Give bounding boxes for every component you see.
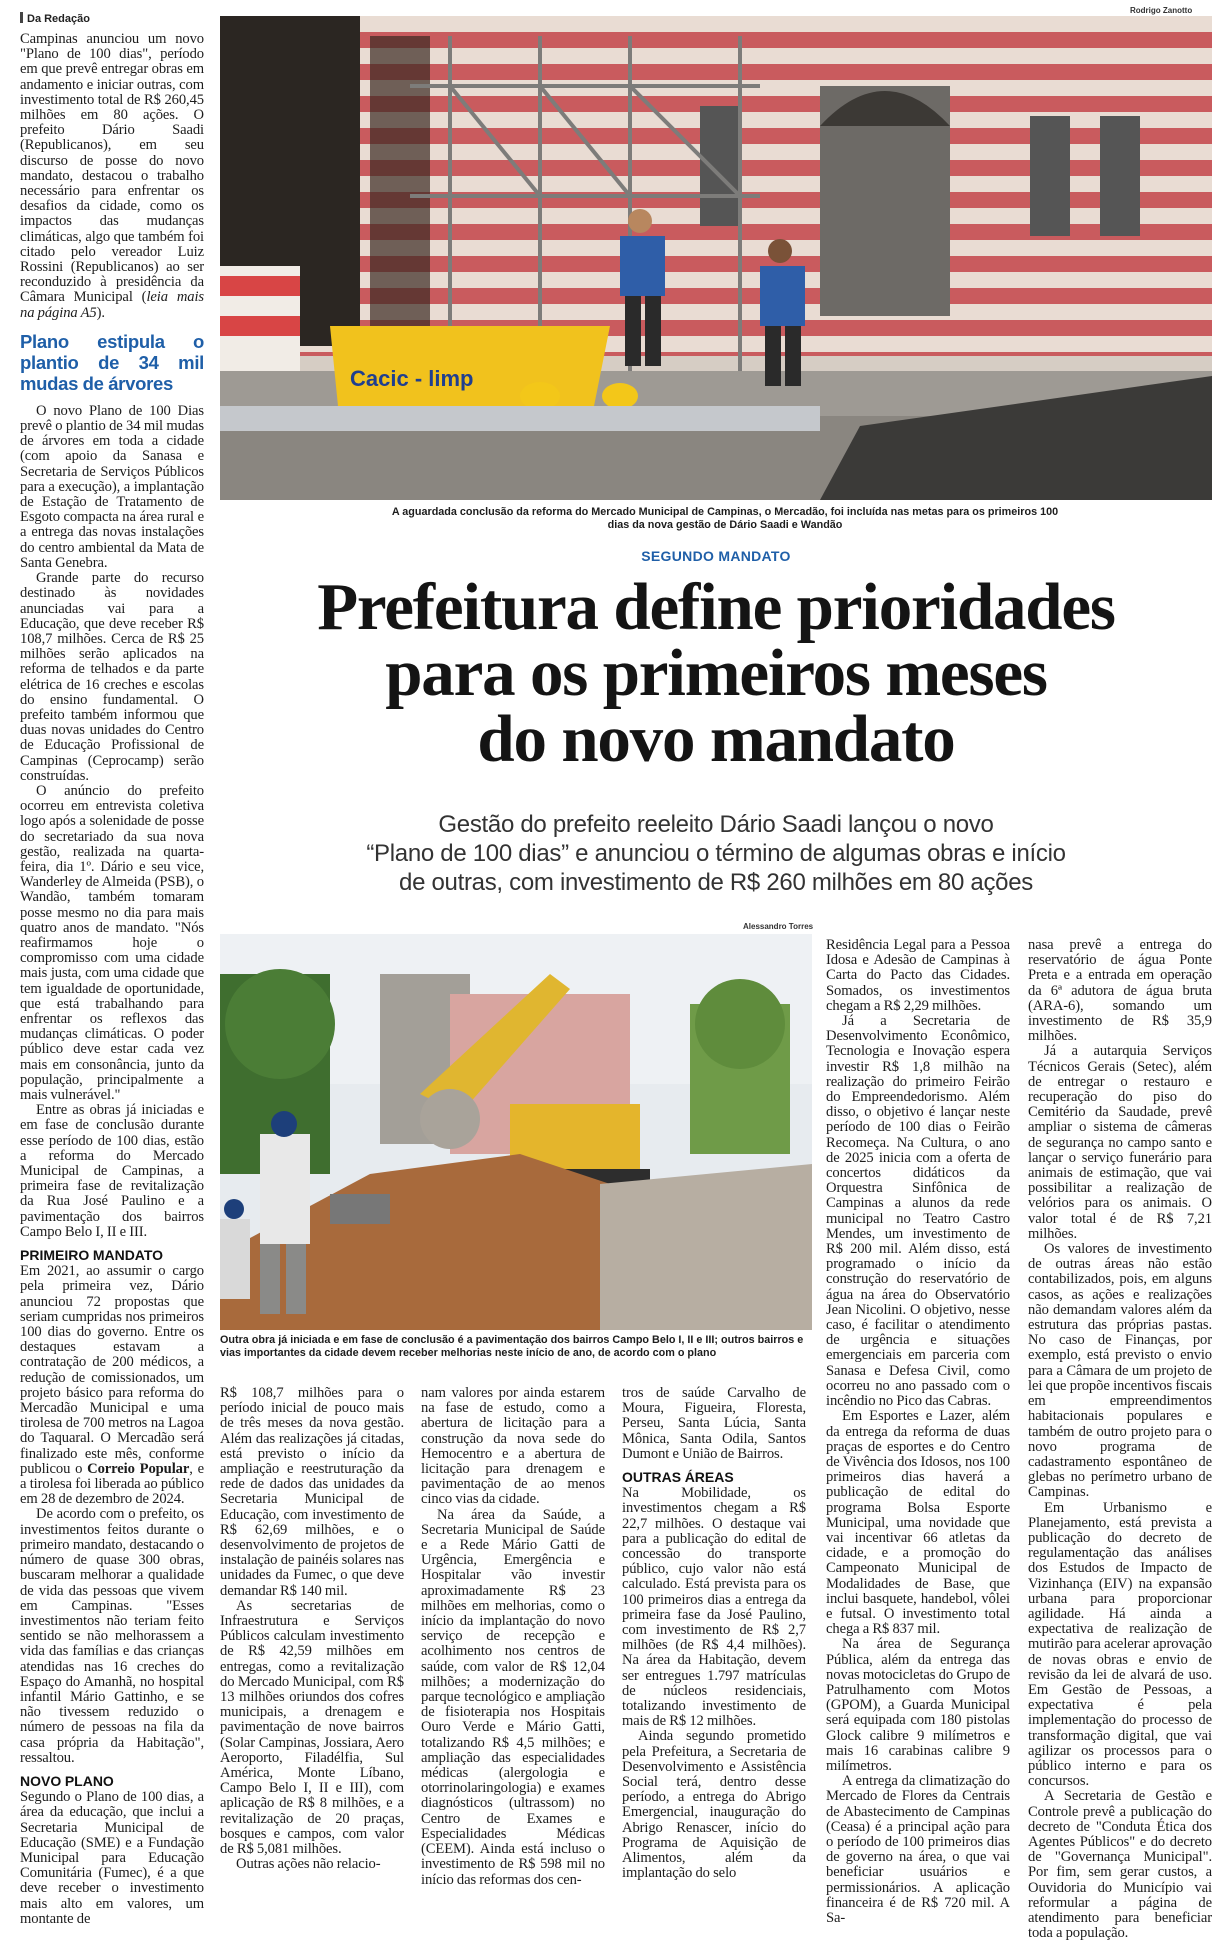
paragraph: Residência Legal para a Pessoa Idosa e Adesão de Campinas à Carta do Pacto das Cidades. Somados, os investimentos chegam a R$ 2,29 milhões. [826, 937, 1010, 1014]
photo2-credit: Alessandro Torres [743, 922, 814, 931]
photo-mercadao-construction [220, 16, 1212, 500]
paragraph: Ainda segundo prometido pela Prefeitura, a Secretaria de Desenvolvimento e Assistência Social terá, dentro desse período, a entrega do Abrigo Emergencial, inauguração do Abrigo Renascer, início do Programa de Aquisição de Alimentos, além da implantação do selo [622, 1728, 806, 1882]
paragraph: Em Esportes e Lazer, além da entrega da reforma de duas praças de esportes e do Centro de Vivência dos Idosos, nos 100 primeiros dias haverá a publicação de edital do programa Bolsa Esporte Municipal, uma novidade que vai incentivar 66 atletas da cidade, e a promoção do Campeonato Municipal de Modalidades de Base, que inclui basquete, handebol, vôlei e futsal. O investimento total chega a R$ 837 mil. [826, 1408, 1010, 1638]
paragraph: Segundo o Plano de 100 dias, a área da educação, que inclui a Secretaria Municipal de Educação (SME) e a Fundação Municipal para Educação Comunitária (Fumec), é a que deve receber o investimento mais alto em valores, um montante de [20, 1789, 204, 1927]
photo1-credit: Rodrigo Zanotto [1130, 6, 1193, 15]
deck-line: “Plano de 100 dias” e anunciou o término de algumas obras e início [366, 840, 1066, 867]
paragraph: Na área da Saúde, a Secretaria Municipal de Saúde e a Rede Mário Gatti de Urgência, Emergência e Hospitalar vão investir aproximadamente R$ 23 milhões em melhorias, como o início da implantação do novo serviço de recepção e acolhimento nos centros de saúde, com valor de R$ 12,04 milhões; a modernização do parque tecnológico e ampliação de fisioterapia nos Hospitais Ouro Verde e Mário Gatti, totalizando R$ 4,5 milhões; e ampliação das especialidades médicas (alergologia e otorrinolaringologia) e exames diagnósticos (ultrassom) no Centro de Exames e Especialidades Médicas (CEEM). Ainda está incluso o investimento de R$ 598 mil no início das reformas dos cen- [421, 1506, 605, 1888]
headline [220, 570, 1212, 776]
article-column-5 [826, 937, 1010, 1926]
photo1-caption: A aguardada conclusão da reforma do Mercado Municipal de Campinas, o Mercadão, foi incluída nas metas para os primeiros 100 dias da nova gestão de Dário Saadi e Wandão [391, 506, 1059, 531]
headline-line: do novo mandato [477, 702, 955, 776]
article-column-3 [421, 1385, 605, 1888]
photo-illustration-2 [220, 934, 812, 1330]
paragraph: Em Urbanismo e Planejamento, está prevista a publicação do decreto de regulamentação das análises dos Estudos de Impacto de Vizinhança (EIV) na expansão urbana para proporcionar agilidade. Há ainda a expectativa de realização de mutirão para acelerar aprovação de novas obras e envio de revisão da lei de alvará de uso. Em Gestão de Pessoas, a expectativa é pela implementação do processo de transformação digital, que vai agilizar os processos para o público interno e para os concursos. [1028, 1499, 1212, 1790]
paragraph: tros de saúde Carvalho de Moura, Figueira, Floresta, Perseu, Santa Lúcia, Santa Mônica, Santa Odila, Santos Dumont e União de Bairros. [622, 1385, 806, 1462]
photo-paving-works [220, 934, 812, 1330]
article-column-6 [1028, 937, 1212, 1941]
paragraph: Os valores de investimento de outras áreas não estão contabilizados, pois, em alguns casos, as ações e realizações não demandam valores além da estrutura das próprias pastas. No caso de Finanças, por exemplo, está previsto o envio para a Câmara de um projeto de lei que propõe incentivos fiscais em empreendimentos habitacionais populares e também de outro projeto para o novo programa de cadastramento espontâneo de glebas no perímetro urbano de Campinas. [1028, 1241, 1212, 1501]
paragraph: Outras ações não relacio- [236, 1856, 381, 1873]
paragraph: O anúncio do prefeito ocorreu em entrevista coletiva logo após a solenidade de posse do secretariado da sua nova gestão, realizada na quarta-feira, dia 1º. Dário e seu vice, Wanderley de Almeida (PSB), o Wandão, também tomaram posse mesmo no dia para mais quatro anos de mandato. "Nós reafirmamos hoje o compromisso com uma cidade mais justa, com uma cidade que tem igualdade de oportunidade, que está trabalhando para enfrentar os reflexos das mudanças climáticas. O poder público deve estar cada vez mais em consonância, junto da população, principalmente a mais vulnerável." [20, 782, 204, 1103]
paragraph: R$ 108,7 milhões para o período inicial de pouco mais de três meses da nova gestão. Além das realizações já citadas, está previsto o início da ampliação e reestruturação da rede de dados das unidades da Secretaria Municipal de Educação, com investimento de R$ 62,69 milhões, e o desenvolvimento de projetos de instalação de painéis solares nas unidades da Fumec, o que deve demandar R$ 140 mil. [220, 1385, 404, 1599]
section-heading-outras-areas: OUTRAS ÁREAS [622, 1469, 734, 1486]
paragraph: Grande parte do recurso destinado às novidades anunciadas vai para a Educação, que deve receber R$ 108,7 milhões. Cerca de R$ 25 milhões serão aplicados na reforma de telhados e da parte elétrica de 16 creches e escolas do ensino fundamental. O prefeito também informou que duas novas unidades do Centro de Educação Profissional de Campinas (Ceprocamp) serão construídas. [20, 570, 204, 784]
blue-subheading: Plano estipula o plantio de 34 mil mudas de árvores [20, 330, 204, 394]
headline-line: Prefeitura define prioridades [317, 570, 1115, 644]
paragraph: nasa prevê a entrega do reservatório de água Ponte Preta e a entrada em operação da 6ª adutora de água bruta (ARA-6), somando um investimento de R$ 35,9 milhões. [1028, 937, 1212, 1045]
article-column-1 [20, 31, 204, 1927]
byline-text: Da Redação [27, 13, 90, 25]
headline-line: para os primeiros meses [385, 636, 1047, 710]
lead-paragraph: Campinas anunciou um novo "Plano de 100 dias", período em que prevê entregar obras em andamento e iniciar outras, com investimento total de R$ 260,45 milhões em 80 ações. O prefeito Dário Saadi (Republicanos), em seu discurso de posse do novo mandato, destacou o trabalho necessário para enfrentar os desafios da cidade, como os impactos das mudanças climáticas, algo que também foi citado pelo vereador Luiz Rossini (Republicanos) ao ser reconduzido à presidência da Câmara Municipal (leia mais na página A5). [20, 31, 204, 321]
paragraph: Na área de Segurança Pública, além da entrega das novas motocicletas do Grupo de Patrulhamento com Motos (GPOM), a Guarda Municipal será equipada com 180 pistolas Glock calibre 9 milímetros e mais 16 carabinas calibre 9 milímetros. [826, 1636, 1010, 1774]
paragraph: A entrega da climatização do Mercado de Flores da Centrais de Abastecimento de Campinas (Ceasa) é a principal ação para o período de 100 primeiros dias de governo na área, o que vai beneficiar usuários e permissionários. A aplicação financeira é de R$ 720 mil. A Sa- [826, 1773, 1010, 1926]
article-column-2 [220, 1385, 404, 1873]
byline [20, 12, 90, 25]
paragraph: O novo Plano de 100 Dias prevê o plantio de 34 mil mudas de árvores em toda a cidade (com apoio da Sanasa e Secretaria de Serviços Públicos para a execução), a implantação de Estação de Tratamento de Esgoto compacta na área rural e a entrega das novas instalações do centro ambiental da Mata de Santa Genebra. [20, 402, 204, 571]
kicker: SEGUNDO MANDATO [641, 548, 791, 564]
paragraph: Já a Secretaria de Desenvolvimento Econômico, Tecnologia e Inovação espera investir R$ 1,8 milhão na realização do primeiro Feirão do Empreendedorismo. Além disso, o objetivo é lançar neste período de 100 dias o Feirão Recomeça. Na Cultura, o ano de 2025 inicia com a oferta de concertos didáticos da Orquestra Sinfônica de Campinas a alunos da rede municipal no Teatro Castro Mendes, um investimento de R$ 200 mil. Além disso, está programado o início da construção do reservatório de água na área do Observatório Jean Nicolini. O objetivo, nesse caso, é facilitar o atendimento de urgência e situações emergenciais em parceria com Sanasa e Defesa Civil, como ocorreu no ano passado com o incêndio no Pico das Cabras. [826, 1013, 1010, 1410]
paragraph: Em 2021, ao assumir o cargo pela primeira vez, Dário anunciou 72 propostas que seriam cumpridas nos primeiros 100 dias do governo. Entre os destaques estavam a contratação de 200 médicos, a redução de comissionados, um projeto básico para reforma do Mercadão Municipal e uma tirolesa de 700 metros na Lagoa do Taquaral. O Mercadão será finalizado este mês, conforme publicou o Correio Popular, e a tirolesa foi liberada ao público em 28 de dezembro de 2024. [20, 1263, 204, 1508]
deck-line: Gestão do prefeito reeleito Dário Saadi lançou o novo [438, 811, 994, 838]
paragraph: Já a autarquia Serviços Técnicos Gerais (Setec), além de entregar o restauro e recuperação do piso do Cemitério da Saudade, prevê ampliar o sistema de câmeras de segurança no campo santo e lançar o serviço funerário para animais de estimação, que vai possibilitar a realização de velórios para os animais. O valor total é de R$ 7,21 milhões. [1028, 1043, 1212, 1242]
section-heading-novo-plano: NOVO PLANO [20, 1772, 114, 1789]
paragraph: De acordo com o prefeito, os investimentos feitos durante o primeiro mandato, destacando o número de quase 300 obras, buscaram melhorar a qualidade de vida das pessoas que vivem em Campinas. "Esses investimentos não teriam feito sentido se não melhorassem a vida das famílias e das crianças atendidas nas 16 creches do Espaço do Amanhã, no hospital infantil Mário Gattinho, e se não tivessem reduzido o número de pessoas na fila da casa própria da Habitação", ressaltou. [20, 1506, 204, 1766]
deck [220, 810, 1212, 897]
photo-illustration [220, 16, 1212, 500]
paragraph: nam valores por ainda estarem na fase de estudo, como a abertura de licitação para a construção da nova sede do Hemocentro e a abertura de licitação para drenagem e pavimentação de ao menos cinco vias da cidade. [421, 1385, 605, 1508]
paragraph: Entre as obras já iniciadas e em fase de conclusão durante esse período de 100 dias, estão a reforma do Mercado Municipal de Campinas, a primeira fase de revitalização da Rua José Paulino e a pavimentação dos bairros Campo Belo I, II e III. [20, 1102, 204, 1240]
dumpster-text: Cacic - limp [350, 366, 474, 391]
paragraph: Na Mobilidade, os investimentos chegam a R$ 22,7 milhões. O destaque vai para a publicação do edital de concessão do transporte público, cujo valor não está calculado. Está prevista para os 100 primeiros dias a entrega da primeira fase da José Paulino, com investimento de R$ 2,7 milhões (de R$ 4,4 milhões). Na área da Habitação, devem ser entregues 1.797 matrículas de núcleos residenciais, totalizando investimento de mais de R$ 12 milhões. [622, 1485, 806, 1730]
byline-bar [20, 12, 23, 23]
section-heading-primeiro-mandato: PRIMEIRO MANDATO [20, 1247, 164, 1264]
paragraph: As secretarias de Infraestrutura e Serviços Públicos calculam investimento de R$ 42,59 milhões em entregas, como a revitalização do Mercado Municipal, com R$ 13 milhões oriundos dos cofres municipais, a drenagem e pavimentação de nove bairros (Solar Campinas, Jossiara, Aero Aeroporto, Filadélfia, Sul América, Monte Líbano, Campo Belo I, II e III), com aplicação de R$ 8 milhões, e a revitalização de 20 praças, bosques e campos, com valor de R$ 5,081 milhões. [220, 1597, 404, 1858]
photo2-caption: Outra obra já iniciada e em fase de conclusão é a pavimentação dos bairros Campo Belo I, II e III; outros bairros e vias importantes da cidade devem receber melhorias neste início de ano, de acordo com o plano [220, 1334, 804, 1359]
paragraph: A Secretaria de Gestão e Controle prevê a publicação do decreto de "Conduta Ética dos Agentes Públicos" e do decreto de "Governança Municipal". Por fim, sem gerar custos, a Ouvidoria do Município vai reformular a página de atendimento para beneficiar toda a população. [1028, 1788, 1212, 1941]
deck-line: de outras, com investimento de R$ 260 milhões em 80 ações [399, 869, 1033, 896]
article-column-4 [622, 1385, 806, 1882]
